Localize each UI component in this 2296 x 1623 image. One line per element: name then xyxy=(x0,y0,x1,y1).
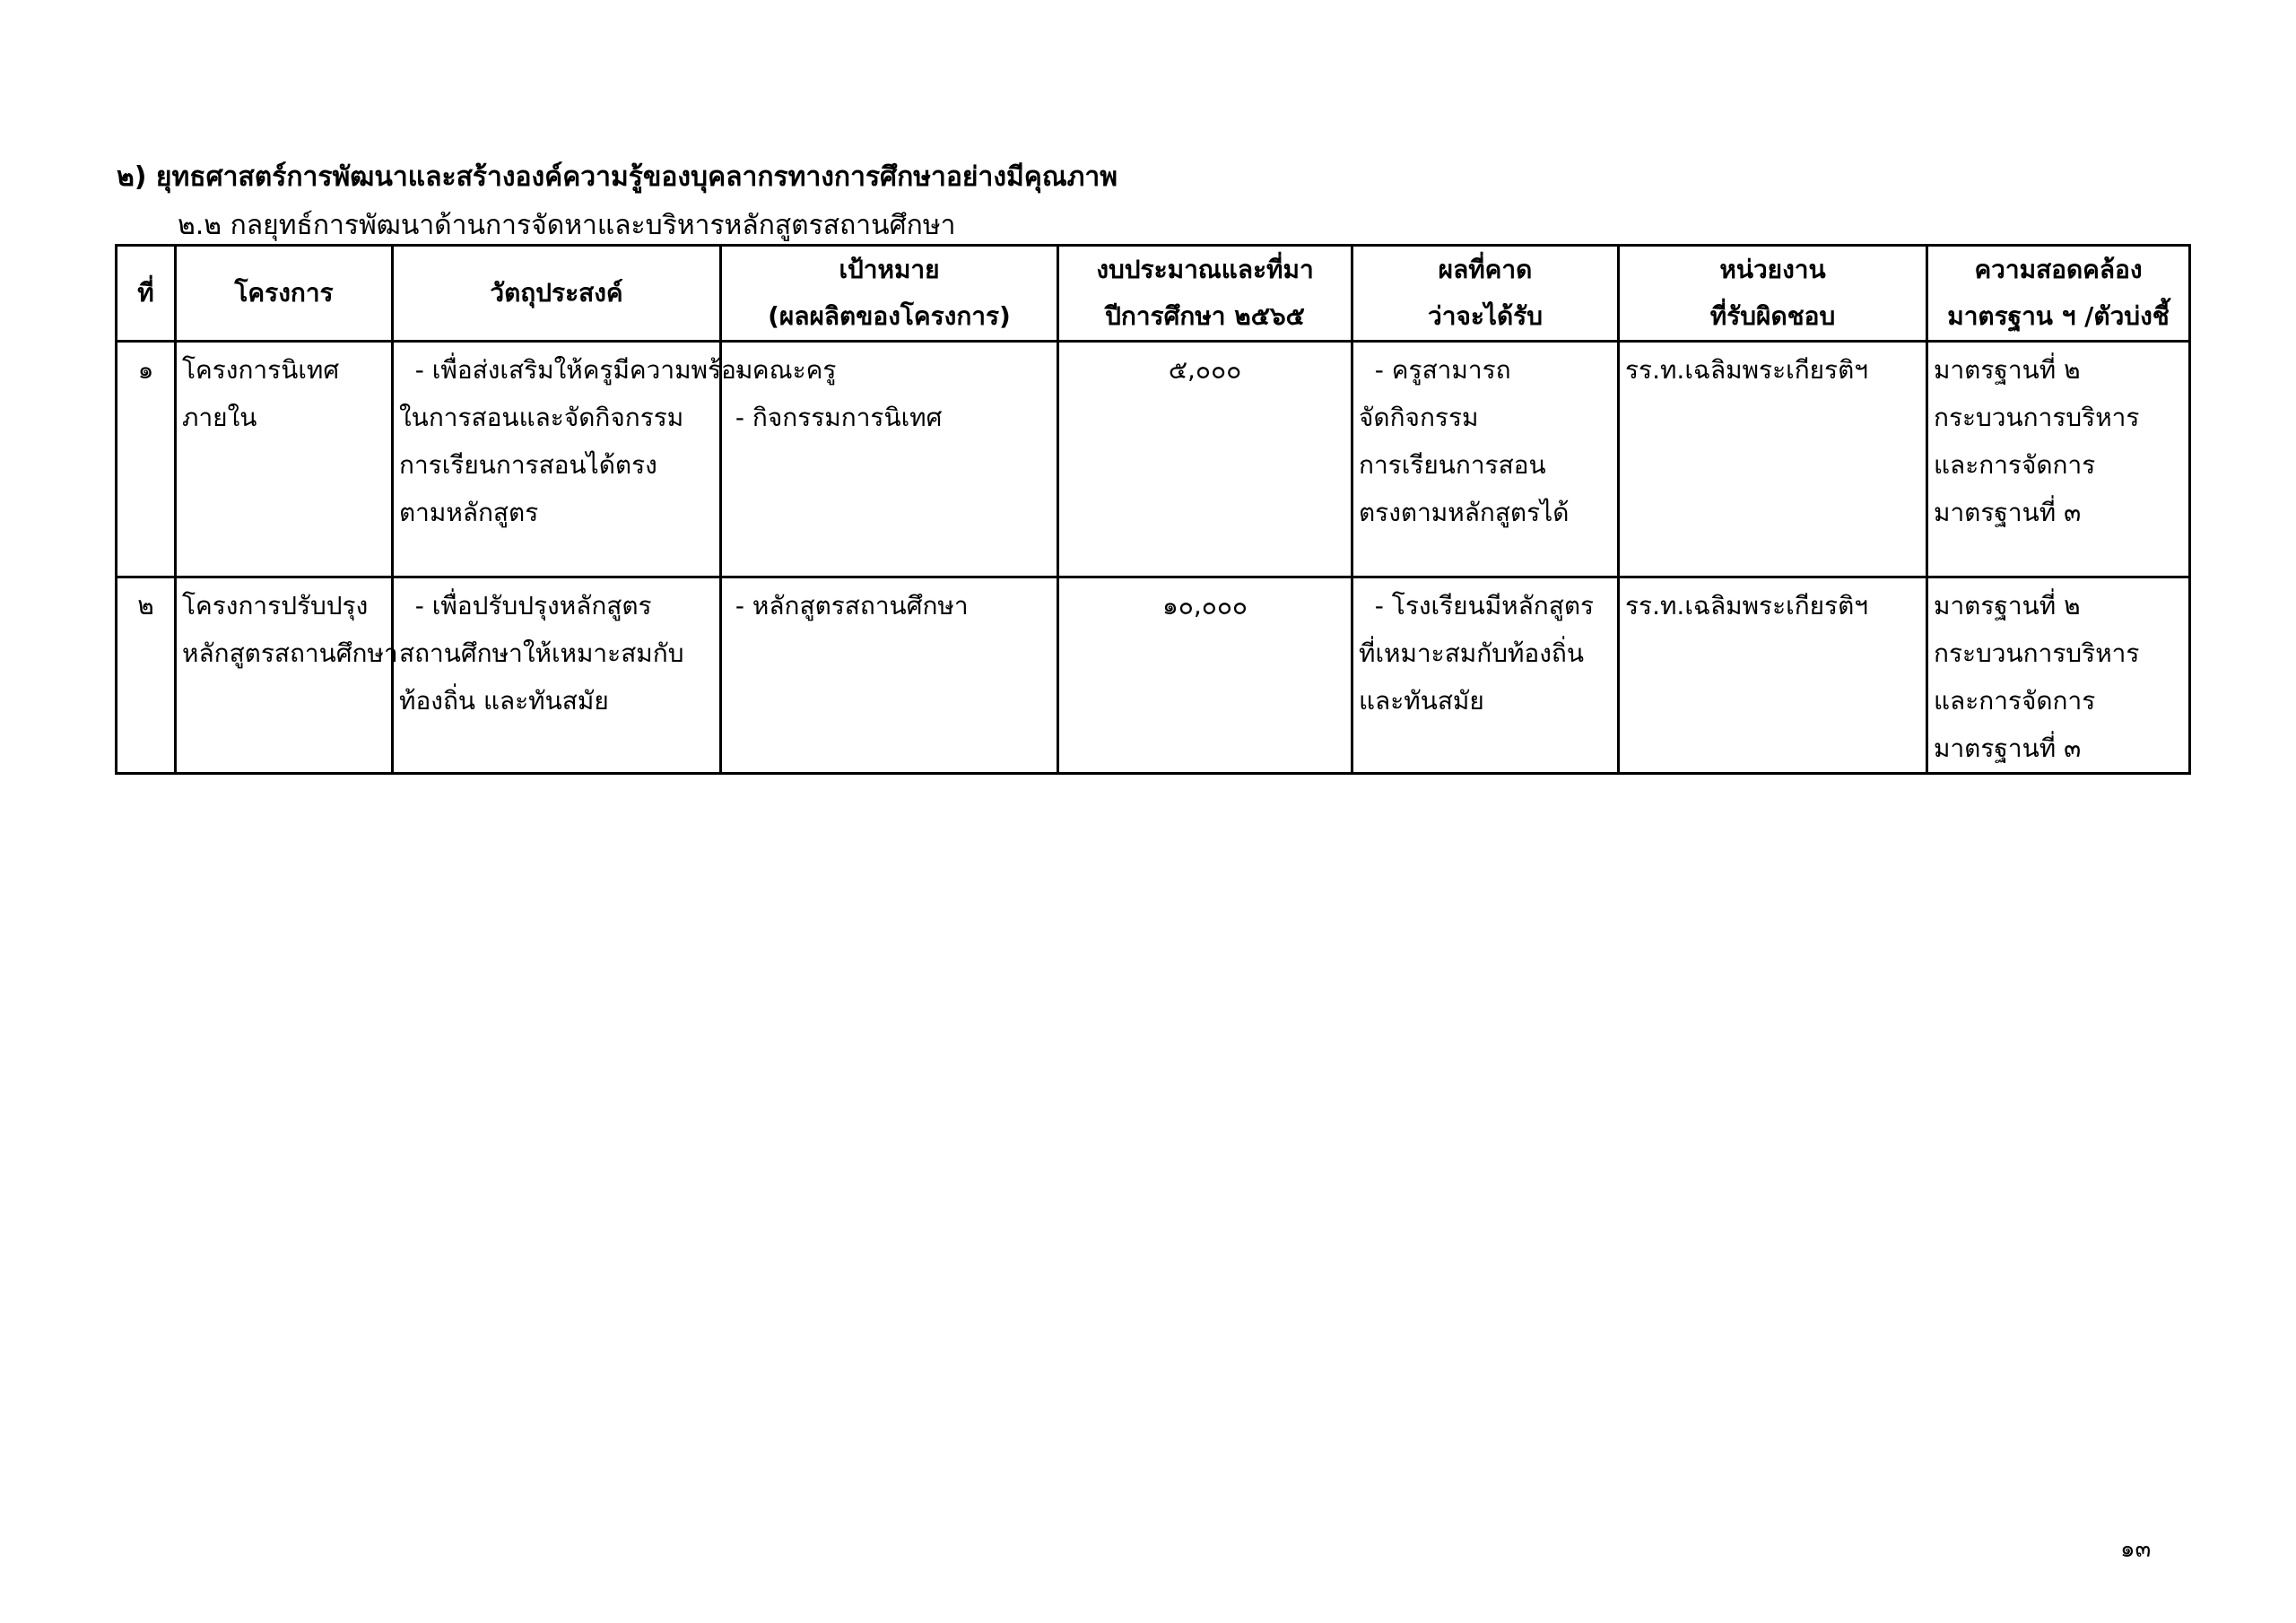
header-objective-line: วัตถุประสงค์ xyxy=(490,278,623,308)
cell-unit xyxy=(1619,577,1927,774)
cell-objective xyxy=(393,342,753,577)
objective-line: สถานศึกษาให้เหมาะสมกับ xyxy=(399,638,684,668)
standard-line: มาตรฐานที่ ๒ xyxy=(1934,591,2081,621)
cell-target xyxy=(721,577,1058,774)
table-row xyxy=(117,342,2190,577)
budget-value: ๕,๐๐๐ xyxy=(1168,355,1242,385)
table-header-row xyxy=(117,246,2190,342)
target-line: - คณะครู xyxy=(727,355,837,385)
cell-unit xyxy=(1619,342,1927,577)
unit-line: รร.ท.เฉลิมพระเกียรติฯ xyxy=(1625,591,1869,621)
objective-line: ในการสอนและจัดกิจกรรม xyxy=(399,403,684,432)
header-no xyxy=(117,246,176,342)
cell-budget xyxy=(1058,577,1352,774)
cell-target xyxy=(721,342,1058,577)
standard-line: มาตรฐานที่ ๓ xyxy=(1934,498,2082,527)
header-project xyxy=(176,246,393,342)
header-budget xyxy=(1058,246,1352,342)
standard-line: มาตรฐานที่ ๓ xyxy=(1934,733,2082,763)
header-target-line-2: (ผลผลิตของโครงการ) xyxy=(768,301,1011,331)
cell-no xyxy=(117,577,176,774)
objective-line: - เพื่อปรับปรุงหลักสูตร xyxy=(399,591,652,621)
header-unit xyxy=(1619,246,1927,342)
outcome-line: และทันสมัย xyxy=(1359,686,1484,716)
header-outcome-line-1: ผลที่คาด xyxy=(1438,255,1533,284)
target-line: - หลักสูตรสถานศึกษา xyxy=(727,591,969,621)
outcome-line: จัดกิจกรรม xyxy=(1359,403,1479,432)
header-no-line: ที่ xyxy=(137,278,154,308)
header-unit-line-1: หน่วยงาน xyxy=(1719,255,1826,284)
table-row xyxy=(117,577,2190,774)
cell-project xyxy=(176,342,393,577)
cell-project xyxy=(176,577,398,774)
standard-line: กระบวนการบริหาร xyxy=(1934,403,2140,432)
header-project-line: โครงการ xyxy=(234,278,334,308)
project-line: โครงการปรับปรุง xyxy=(182,591,369,621)
objective-line: การเรียนการสอนได้ตรง xyxy=(399,450,657,480)
header-unit-line-2: ที่รับผิดชอบ xyxy=(1709,301,1836,331)
standard-line: กระบวนการบริหาร xyxy=(1934,638,2140,668)
page-number: ๑๓ xyxy=(2120,1536,2152,1563)
standard-line: และการจัดการ xyxy=(1934,450,2096,480)
header-budget-line-1: งบประมาณและที่มา xyxy=(1096,255,1314,284)
cell-outcome xyxy=(1352,342,1619,577)
cell-outcome xyxy=(1352,577,1619,774)
header-standard-line-2: มาตรฐาน ฯ /ตัวบ่งชี้ xyxy=(1947,301,2170,331)
header-standard xyxy=(1927,246,2190,342)
project-line: หลักสูตรสถานศึกษา xyxy=(182,638,398,668)
cell-standard xyxy=(1927,342,2190,577)
header-target xyxy=(721,246,1058,342)
row-number: ๒ xyxy=(137,591,154,621)
strategy-subheading: ๒.๒ กลยุทธ์การพัฒนาด้านการจัดหาและบริหารหลักสูตรสถานศึกษา xyxy=(178,210,956,241)
header-standard-line-1: ความสอดคล้อง xyxy=(1974,255,2143,284)
header-target-line-1: เป้าหมาย xyxy=(839,255,940,284)
row-number: ๑ xyxy=(137,355,154,385)
cell-standard xyxy=(1927,577,2190,774)
target-line: - กิจกรรมการนิเทศ xyxy=(727,403,943,432)
cell-objective xyxy=(393,577,721,774)
cell-no xyxy=(117,342,176,577)
objective-line: - เพื่อส่งเสริมให้ครูมีความพร้อม xyxy=(399,355,753,385)
outcome-line: ตรงตามหลักสูตรได้ xyxy=(1359,498,1570,527)
project-plan-table xyxy=(115,244,2191,775)
standard-line: และการจัดการ xyxy=(1934,686,2096,716)
outcome-line: ที่เหมาะสมกับท้องถิ่น xyxy=(1359,638,1585,668)
header-outcome xyxy=(1352,246,1619,342)
cell-budget xyxy=(1058,342,1352,577)
header-outcome-line-2: ว่าจะได้รับ xyxy=(1428,301,1543,331)
project-line: ภายใน xyxy=(182,403,257,432)
budget-value: ๑๐,๐๐๐ xyxy=(1161,591,1248,621)
header-budget-line-2: ปีการศึกษา ๒๕๖๕ xyxy=(1105,301,1305,331)
project-line: โครงการนิเทศ xyxy=(182,355,340,385)
standard-line: มาตรฐานที่ ๒ xyxy=(1934,355,2081,385)
outcome-line: - โรงเรียนมีหลักสูตร xyxy=(1359,591,1595,621)
outcome-line: - ครูสามารถ xyxy=(1359,355,1511,385)
objective-line: ท้องถิ่น และทันสมัย xyxy=(399,686,609,716)
section-heading: ๒) ยุทธศาสตร์การพัฒนาและสร้างองค์ความรู้ของบุคลากรทางการศึกษาอย่างมีคุณภาพ xyxy=(117,161,1118,193)
header-objective xyxy=(393,246,721,342)
objective-line: ตามหลักสูตร xyxy=(399,498,539,527)
outcome-line: การเรียนการสอน xyxy=(1359,450,1546,480)
unit-line: รร.ท.เฉลิมพระเกียรติฯ xyxy=(1625,355,1869,385)
